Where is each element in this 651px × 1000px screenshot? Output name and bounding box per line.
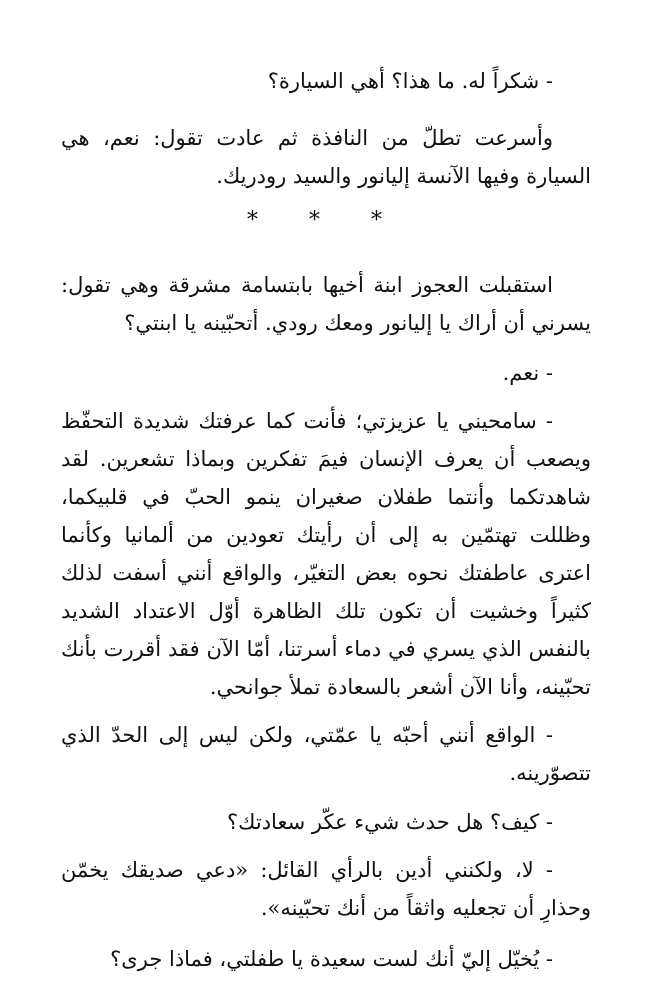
paragraph-3: استقبلت العجوز ابنة أخيها بابتسامة مشرقة وهي تقول: يسرني أن أراك يا إليانور ومعك رودي. أتحبّينه يا ابنتي؟ <box>61 273 591 335</box>
paragraph-4: - نعم. <box>502 361 553 385</box>
paragraph-8: - لا، ولكنني أدين بالرأي القائل: «دعي صديقك يخمّن وحذارِ أن تجعليه واثقاً من أنك تحبّينه». <box>61 858 591 920</box>
paragraph-1: - شكراً له. ما هذا؟ أهي السيارة؟ <box>267 69 553 93</box>
paragraph-2: وأسرعت تطلّ من النافذة ثم عادت تقول: نعم، هي السيارة وفيها الآنسة إليانور والسيد رودريك. <box>61 126 591 188</box>
paragraph-5: - سامحيني يا عزيزتي؛ فأنت كما عرفتك شديدة التحفّظ ويصعب أن يعرف الإنسان فيمَ تفكرين وبماذا تشعرين. لقد شاهدتكما وأنتما طفلان صغيران ينمو الحبّ في قلبيكما، وظللت تهتمّين به إلى أن رأيتك تعودين من ألمانيا وكأنما اعترى عاطفتك نحوه بعض التغيّر، والواقع أنني أسفت لذلك كثيراً وخشيت أن تكون تلك الظاهرة أوّل الاعتداد الشديد بالنفس الذي يسري في دماء أسرتنا، أمّا الآن فقد أقررت بأنك تحبّينه، وأنا الآن أشعر بالسعادة تملأ جوانحي. <box>61 409 591 699</box>
section-divider: * * * <box>247 208 404 233</box>
paragraph-9: - يُخيّل إليّ أنك لست سعيدة يا طفلتي، فماذا جرى؟ <box>110 947 553 971</box>
paragraph-6: - الواقع أنني أحبّه يا عمّتي، ولكن ليس إلى الحدّ الذي تتصوّرينه. <box>61 723 591 785</box>
paragraph-7: - كيف؟ هل حدث شيء عكّر سعادتك؟ <box>227 810 553 834</box>
